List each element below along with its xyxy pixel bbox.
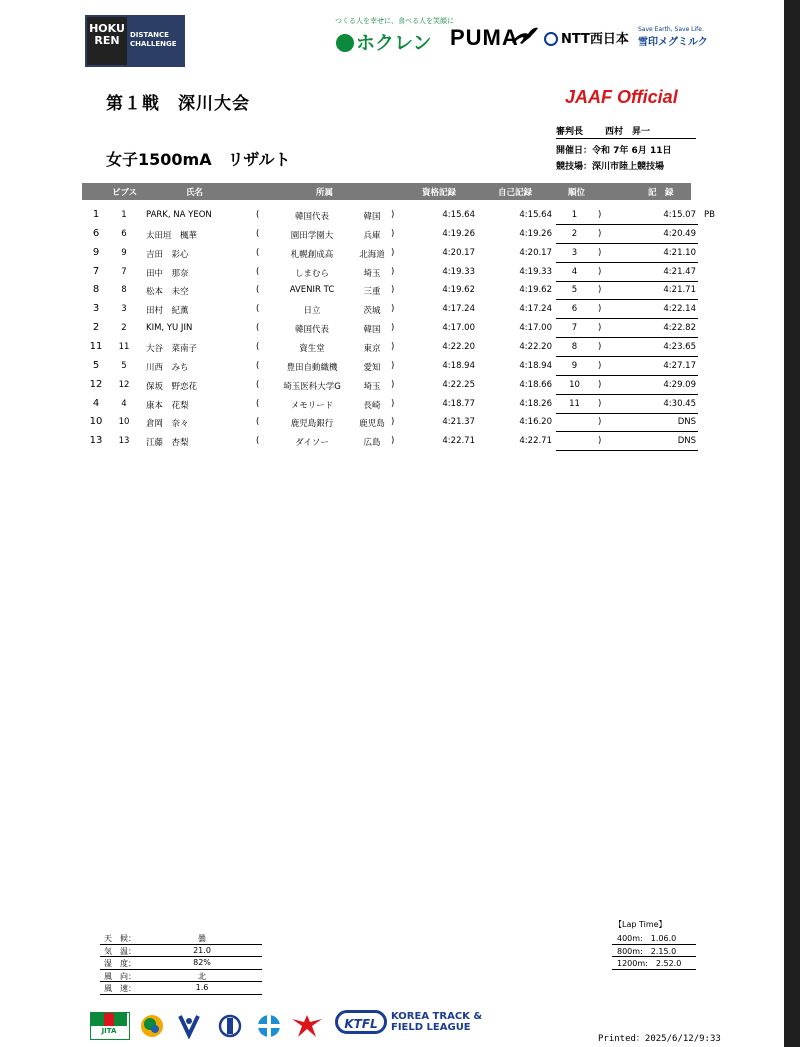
pref-cell: 埼玉	[363, 381, 381, 392]
paren: )	[391, 304, 395, 315]
name-cell: 倉岡 奈々	[146, 419, 189, 430]
place-cell: 8	[571, 341, 578, 352]
pref-cell: 長崎	[363, 400, 381, 411]
paren: )	[391, 210, 395, 220]
jaaf-official: JAAF Official	[565, 87, 678, 107]
paren: (	[256, 266, 260, 277]
qual-cell: 4:20.17	[442, 247, 475, 258]
name-cell: PARK, NA YEON	[146, 210, 212, 220]
name-cell: 川西 みち	[146, 362, 189, 373]
bib-cell: 12	[118, 379, 130, 390]
table-row	[82, 376, 702, 395]
rank-cell: 5	[92, 359, 100, 371]
paren: )	[391, 285, 395, 296]
pb-cell: 4:18.66	[519, 379, 552, 390]
pb-cell: 4:22.71	[519, 436, 552, 447]
lap-table	[612, 932, 696, 970]
col-name: 氏名	[186, 188, 204, 198]
puma-cat-icon	[510, 24, 540, 46]
table-row	[82, 263, 702, 282]
association-logo-1	[140, 1013, 164, 1039]
team-cell: 豊田自動織機	[286, 362, 338, 373]
bib-cell: 4	[121, 398, 127, 409]
team-cell: メモリード	[290, 400, 334, 411]
table-row	[82, 225, 702, 244]
paren: )	[598, 285, 602, 296]
paren: )	[598, 341, 602, 352]
col-record: 記 録	[648, 188, 674, 198]
paren: )	[598, 323, 602, 334]
distance-challenge-logo	[85, 15, 185, 67]
rank-cell: 10	[89, 416, 103, 428]
weather-value: 1.6	[195, 983, 209, 992]
weather-table	[100, 932, 262, 995]
paren: (	[256, 247, 260, 258]
rank-cell: 7	[92, 265, 100, 277]
pref-cell: 韓国	[363, 325, 381, 336]
rank-cell: 2	[92, 322, 100, 334]
rank-cell: 11	[89, 340, 103, 352]
bib-cell: 2	[121, 323, 127, 334]
pref-cell: 茨城	[363, 306, 381, 317]
sponsor-puma: PUMA	[450, 25, 519, 50]
weather-row	[100, 970, 262, 983]
name-cell: KIM, YU JIN	[146, 323, 193, 334]
paren: )	[391, 398, 395, 409]
table-row	[82, 413, 702, 432]
team-cell: 韓国代表	[294, 325, 329, 336]
pb-cell: 4:19.62	[519, 285, 552, 296]
rank-cell: 6	[92, 227, 100, 239]
paren: )	[598, 210, 602, 220]
qual-cell: 4:21.37	[442, 417, 475, 428]
lap-title: 【Lap Time】	[614, 920, 667, 929]
paren: (	[256, 379, 260, 390]
place-cell: 10	[569, 379, 580, 390]
name-cell: 大谷 菜南子	[146, 343, 198, 354]
team-cell: 埼玉医科大学G	[283, 381, 341, 392]
qual-cell: 4:19.33	[442, 266, 475, 277]
weather-value: 82%	[193, 958, 211, 967]
paren: (	[256, 436, 260, 447]
rank-cell: 9	[92, 246, 100, 258]
weather-row	[100, 945, 262, 958]
bib-cell: 11	[118, 341, 130, 352]
sponsor-hokuren: ホクレン	[336, 28, 432, 55]
record-cell: 4:30.45	[663, 398, 696, 409]
pref-cell: 埼玉	[363, 268, 381, 279]
pb-cell: 4:17.00	[519, 323, 552, 334]
table-row	[82, 244, 702, 263]
paren: (	[256, 285, 260, 296]
name-cell: 保坂 野恋花	[146, 381, 198, 392]
weather-label: 湿 度：	[104, 959, 136, 968]
record-cell: 4:20.49	[663, 228, 696, 239]
table-row	[82, 357, 702, 376]
sponsor-megmilk: Save Earth, Save Life. 雪印メグミルク	[638, 26, 708, 48]
pref-cell: 広島	[363, 438, 381, 449]
bib-cell: 3	[121, 304, 127, 315]
pb-cell: 4:22.20	[519, 341, 552, 352]
pb-cell: 4:18.94	[519, 360, 552, 371]
name-cell: 江藤 杏梨	[146, 438, 189, 449]
team-cell: 園田学園大	[290, 230, 334, 241]
table-row	[82, 338, 702, 357]
paren: (	[256, 323, 260, 334]
weather-value: 21.0	[193, 945, 211, 955]
pb-cell: 4:20.17	[519, 247, 552, 258]
paren: )	[391, 266, 395, 277]
weather-label: 天 候：	[104, 934, 136, 943]
pb-cell: 4:16.20	[519, 417, 552, 428]
name-cell: 康本 花梨	[146, 400, 189, 411]
pref-cell: 兵庫	[363, 230, 381, 241]
place-cell: 5	[571, 285, 578, 296]
name-cell: 太田垣 楓華	[146, 230, 198, 241]
rank-cell: 8	[92, 284, 100, 296]
printed-timestamp: Printed：2025/6/12/9:33	[598, 1034, 721, 1044]
place-cell: 9	[571, 360, 578, 371]
row-underline	[556, 450, 698, 451]
lap-row: 400m: 1.06.0	[612, 932, 696, 945]
rank-cell: 12	[89, 378, 103, 390]
paren: )	[391, 360, 395, 371]
lap-row: 1200m: 2.52.0	[612, 957, 696, 970]
weather-value: 北	[198, 971, 206, 981]
bib-cell: 1	[121, 210, 127, 220]
paren: (	[256, 341, 260, 352]
record-cell: 4:21.71	[663, 285, 696, 296]
sponsor-ntt: NTT西日本	[544, 28, 629, 47]
rank-cell: 3	[92, 303, 100, 315]
ktfl-logo: KTFLKOREA TRACK & FIELD LEAGUE	[335, 1010, 482, 1034]
qual-cell: 4:17.24	[442, 304, 475, 315]
note-cell: PB	[704, 210, 715, 220]
record-cell: 4:21.47	[663, 266, 696, 277]
col-bib: ビブス	[112, 188, 138, 198]
paren: (	[256, 360, 260, 371]
record-cell: 4:15.07	[663, 210, 696, 220]
team-cell: しまむら	[294, 268, 329, 279]
place-cell: 2	[571, 228, 578, 239]
qual-cell: 4:22.25	[442, 379, 475, 390]
hokuren-icon	[336, 34, 354, 52]
rank-cell: 4	[92, 397, 100, 409]
series-logo-text: DISTANCE CHALLENGE	[127, 17, 183, 65]
paren: )	[598, 436, 602, 447]
pref-cell: 愛知	[363, 362, 381, 373]
qual-cell: 4:19.62	[442, 285, 475, 296]
pb-cell: 4:18.26	[519, 398, 552, 409]
rank-cell: 1	[92, 209, 100, 220]
divider	[556, 138, 696, 139]
paren: (	[256, 304, 260, 315]
paren: )	[391, 417, 395, 428]
weather-label: 風 速：	[104, 984, 136, 993]
bib-cell: 7	[121, 266, 127, 277]
paren: )	[598, 398, 602, 409]
ntt-icon	[544, 32, 558, 46]
team-cell: 資生堂	[299, 343, 325, 354]
association-logo-3	[218, 1013, 242, 1039]
meet-venue: 競技場：深川市陸上競技場	[556, 162, 665, 172]
place-cell: 6	[571, 304, 578, 315]
qual-cell: 4:18.77	[442, 398, 475, 409]
place-cell: 1	[571, 210, 578, 220]
record-cell: 4:22.14	[663, 304, 696, 315]
record-cell: DNS	[677, 436, 696, 447]
col-team: 所属	[316, 188, 334, 198]
qual-cell: 4:19.26	[442, 228, 475, 239]
pb-cell: 4:17.24	[519, 304, 552, 315]
series-logo-mark: HOKU REN	[87, 17, 127, 65]
association-logo-4	[256, 1013, 282, 1039]
pref-cell: 三重	[363, 287, 381, 298]
qual-cell: 4:15.64	[442, 210, 475, 220]
paren: )	[598, 247, 602, 258]
bib-cell: 6	[121, 228, 127, 239]
weather-row	[100, 932, 262, 945]
pref-cell: 韓国	[363, 212, 381, 222]
table-row	[82, 319, 702, 338]
col-qual: 資格記録	[422, 188, 457, 198]
event-title: 女子1500mA リザルト	[106, 150, 291, 169]
paren: (	[256, 398, 260, 409]
paren: )	[598, 417, 602, 428]
paren: )	[391, 323, 395, 334]
record-cell: 4:23.65	[663, 341, 696, 352]
team-cell: 鹿児島銀行	[290, 419, 334, 430]
record-cell: 4:22.82	[663, 323, 696, 334]
pb-cell: 4:19.33	[519, 266, 552, 277]
referee: 審判長 西村 昇一	[556, 127, 651, 137]
team-cell: 韓国代表	[294, 212, 329, 222]
rank-cell: 13	[89, 435, 103, 447]
paren: (	[256, 228, 260, 239]
place-cell: 11	[569, 398, 580, 409]
sponsor-tagline: つくる人を幸せに、食べる人を笑顔に	[335, 17, 454, 25]
paren: )	[598, 379, 602, 390]
pref-cell: 東京	[363, 343, 381, 354]
paren: (	[256, 417, 260, 428]
record-cell: DNS	[677, 417, 696, 428]
col-place: 順位	[568, 188, 586, 198]
meet-title: 第１戦 深川大会	[106, 94, 250, 114]
name-cell: 松本 未空	[146, 287, 189, 298]
lap-row: 800m: 2.15.0	[612, 945, 696, 958]
weather-label: 気 温：	[104, 946, 136, 956]
qual-cell: 4:22.71	[442, 436, 475, 447]
paren: )	[598, 360, 602, 371]
paren: )	[391, 379, 395, 390]
bib-cell: 9	[121, 247, 127, 258]
table-row	[82, 300, 702, 319]
paren: )	[598, 304, 602, 315]
paren: )	[598, 228, 602, 239]
paren: )	[598, 266, 602, 277]
record-cell: 4:29.09	[663, 379, 696, 390]
pref-cell: 鹿児島	[359, 419, 385, 430]
weather-value: 曇	[198, 934, 206, 943]
record-cell: 4:27.17	[663, 360, 696, 371]
paren: )	[391, 247, 395, 258]
paren: )	[391, 436, 395, 447]
bib-cell: 8	[121, 285, 127, 296]
team-cell: ダイソー	[295, 438, 329, 449]
results-table-header	[82, 183, 691, 200]
team-cell: 日立	[303, 306, 321, 317]
weather-label: 風 向：	[104, 971, 136, 981]
weather-row	[100, 957, 262, 970]
table-row	[82, 432, 702, 451]
name-cell: 田中 那奈	[146, 268, 189, 279]
col-pb: 自己記録	[498, 188, 533, 198]
name-cell: 田村 紀薫	[146, 306, 189, 317]
pref-cell: 北海道	[359, 249, 385, 260]
table-row	[82, 395, 702, 414]
association-logo-2	[177, 1013, 201, 1039]
qual-cell: 4:18.94	[442, 360, 475, 371]
paren: )	[391, 228, 395, 239]
pb-cell: 4:19.26	[519, 228, 552, 239]
meet-date: 開催日：令和 7年 6月 11日	[556, 146, 672, 156]
association-logo-5	[290, 1013, 324, 1039]
weather-row	[100, 982, 262, 995]
bib-cell: 13	[118, 436, 130, 447]
viewer-background	[784, 0, 800, 1047]
team-cell: AVENIR TC	[289, 285, 335, 296]
qual-cell: 4:22.20	[442, 341, 475, 352]
paren: )	[391, 341, 395, 352]
record-cell: 4:21.10	[663, 247, 696, 258]
place-cell: 3	[571, 247, 578, 258]
table-row	[82, 206, 715, 225]
table-row	[82, 281, 702, 300]
place-cell: 7	[571, 323, 578, 334]
name-cell: 吉田 彩心	[146, 249, 189, 260]
jita-logo: JITA	[90, 1012, 130, 1040]
pb-cell: 4:15.64	[519, 210, 552, 220]
place-cell: 4	[571, 266, 578, 277]
team-cell: 札幌創成高	[290, 249, 334, 260]
paren: (	[256, 210, 260, 220]
qual-cell: 4:17.00	[442, 323, 475, 334]
bib-cell: 10	[118, 417, 130, 428]
bib-cell: 5	[121, 360, 127, 371]
